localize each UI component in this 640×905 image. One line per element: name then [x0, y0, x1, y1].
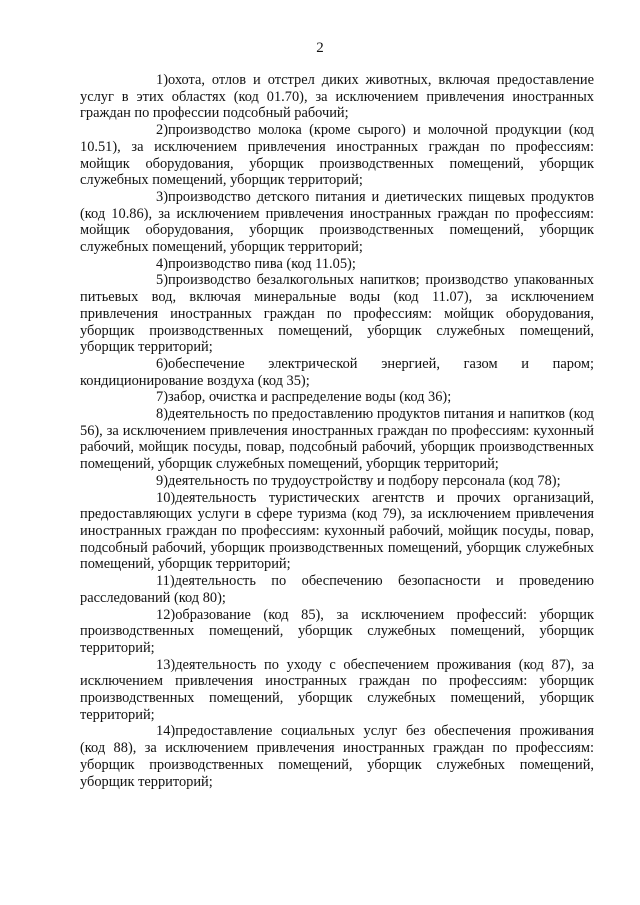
list-item	[80, 272, 594, 356]
item-text: образование (код 85), за исключением профессий: уборщик производственных помещений, уборщик служебных помещений, уборщик территорий;	[80, 606, 594, 656]
list-item	[80, 389, 594, 406]
item-number: 2)	[156, 122, 168, 139]
item-text: охота, отлов и отстрел диких животных, включая предоставление услуг в этих областях (код 01.70), за исключением привлечения иностранных граждан по профессии подсобный рабочий;	[80, 72, 594, 122]
list-item	[80, 607, 594, 657]
document-body	[80, 72, 594, 790]
item-text: деятельность туристических агентств и прочих организаций, предоставляющих услуги в сфере туризма (код 79), за исключением привлечения иностранных граждан по профессиям: кухонный рабочий, мойщик посуды, повар, подсобный рабочий, уборщик производственных помещений, уборщик служебных помещений, уборщик территорий;	[80, 489, 594, 573]
list-item	[80, 723, 594, 790]
item-number: 3)	[156, 188, 168, 205]
item-number: 6)	[156, 355, 168, 372]
list-item	[80, 122, 594, 189]
item-text: обеспечение электрической энергией, газом и паром; кондиционирование воздуха (код 35);	[80, 355, 594, 389]
item-text: производство детского питания и диетических пищевых продуктов (код 10.86), за исключением привлечения иностранных граждан по профессиям: мойщик оборудования, уборщик производственных помещений, уборщик служебных помещений, уборщик территорий;	[80, 188, 594, 256]
list-item	[80, 473, 594, 490]
item-number: 4)	[156, 255, 168, 272]
item-text: забор, очистка и распределение воды (код 36);	[168, 389, 452, 406]
list-item	[80, 573, 594, 606]
item-text: производство пива (код 11.05);	[168, 255, 356, 272]
list-item	[80, 72, 594, 122]
list-item	[80, 189, 594, 256]
item-number: 8)	[156, 406, 168, 423]
list-item	[80, 356, 594, 389]
item-number: 7)	[156, 389, 168, 406]
item-number: 14)	[156, 723, 176, 740]
item-text: предоставление социальных услуг без обеспечения проживания (код 88), за исключением привлечения иностранных граждан по профессиям: уборщик производственных помещений, уборщик служебных помещений, уборщик территорий;	[80, 723, 594, 790]
page-number: 2	[316, 40, 324, 56]
list-item	[80, 490, 594, 574]
item-number: 9)	[156, 472, 168, 489]
list-item	[80, 256, 594, 273]
item-text: деятельность по трудоустройству и подбору персонала (код 78);	[168, 472, 561, 489]
item-text: деятельность по предоставлению продуктов питания и напитков (код 56), за исключением привлечения иностранных граждан по профессиям: кухонный рабочий, мойщик посуды, повар, подсобный рабочий, уборщик производственных помещений, уборщик служебных помещений, уборщик территорий;	[80, 406, 594, 473]
item-text: деятельность по обеспечению безопасности и проведению расследований (код 80);	[80, 573, 594, 606]
item-text: деятельность по уходу с обеспечением проживания (код 87), за исключением привлечения иностранных граждан по профессиям: уборщик производственных помещений, уборщик служебных помещений, уборщик территорий;	[80, 656, 594, 723]
item-number: 1)	[156, 72, 168, 88]
item-text: производство молока (кроме сырого) и молочной продукции (код 10.51), за исключением привлечения иностранных граждан по профессиям: мойщик оборудования, уборщик производственных помещений, уборщик служебных помещений, уборщик территорий;	[80, 122, 594, 189]
item-number: 13)	[156, 656, 176, 673]
item-number: 10)	[156, 489, 176, 506]
list-item	[80, 657, 594, 724]
item-number: 12)	[156, 606, 176, 623]
list-item	[80, 406, 594, 473]
item-text: производство безалкогольных напитков; производство упакованных питьевых вод, включая минеральные воды (код 11.07), за исключением привлечения иностранных граждан по профессиям: мойщик оборудования, уборщик производственных помещений, уборщик служебных помещений, уборщик территорий;	[80, 272, 594, 356]
item-number: 11)	[156, 573, 175, 590]
item-number: 5)	[156, 272, 168, 289]
